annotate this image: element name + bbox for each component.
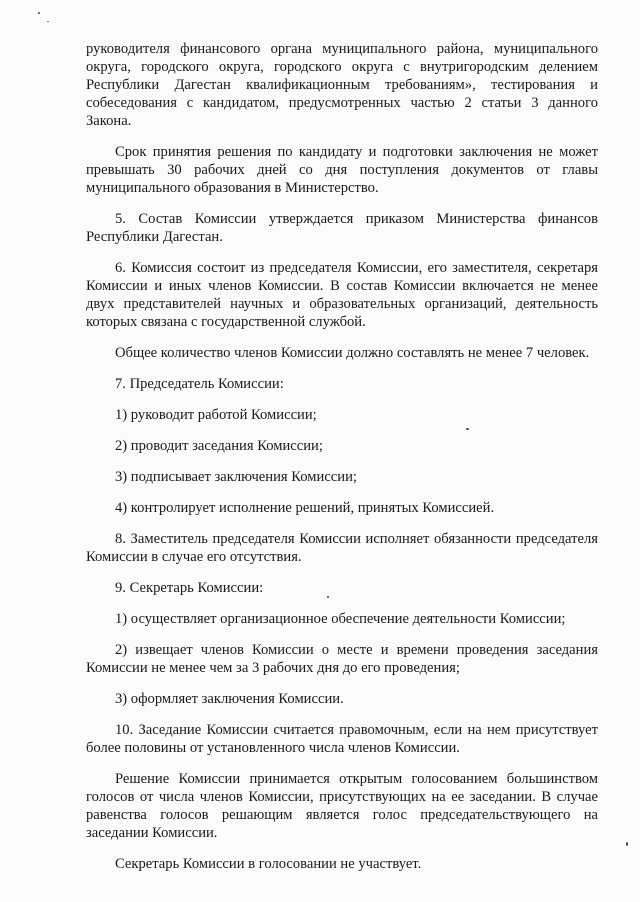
paragraph-item-9: 9. Секретарь Комиссии: — [115, 580, 264, 596]
paragraph-item-10: 10. Заседание Комиссии считается правомочным, если на нем присутствует более половины от установленного числа членов Комиссии. — [86, 722, 598, 756]
paragraph-continuation: руководителя финансового органа муниципального района, муниципального округа, городского округа, городского округа с внутригородским делением Республики Дагестан квалификационным требованиям», тестирования и собеседования с кандидатом, предусмотренных частью 2 статьи 3 данного Закона. — [86, 41, 598, 129]
document-body — [86, 40, 598, 886]
paragraph-item-6: 6. Комиссия состоит из председателя Комиссии, его заместителя, секретаря Комиссии и иных членов Комиссии. В состав Комиссии включается не менее двух представителей научных и образовательных организаций, деятельность которых связана с государственной службой. — [86, 260, 598, 330]
scan-speck — [626, 842, 628, 846]
paragraph-item-5: 5. Состав Комиссии утверждается приказом Министерства финансов Республики Дагестан. — [86, 211, 598, 245]
paragraph-item-7-1: 1) руководит работой Комиссии; — [115, 407, 317, 423]
paragraph-item-7-4: 4) контролирует исполнение решений, принятых Комиссией. — [115, 500, 495, 516]
paragraph-item-7-2: 2) проводит заседания Комиссии; — [115, 438, 323, 454]
paragraph-item-7: 7. Председатель Комиссии: — [115, 376, 284, 392]
scan-speck — [38, 12, 40, 14]
paragraph-item-9-2: 2) извещает членов Комиссии о месте и времени проведения заседания Комиссии не менее чем за 3 рабочих дня до его проведения; — [86, 642, 598, 676]
paragraph-item-8: 8. Заместитель председателя Комиссии исполняет обязанности председателя Комиссии в случае его отсутствия. — [86, 531, 598, 565]
paragraph-member-count: Общее количество членов Комиссии должно составлять не менее 7 человек. — [115, 345, 590, 361]
paragraph-item-7-3: 3) подписывает заключения Комиссии; — [115, 469, 357, 485]
paragraph-secretary-vote: Секретарь Комиссии в голосовании не участвует. — [115, 856, 422, 872]
paragraph-deadline: Срок принятия решения по кандидату и подготовки заключения не может превышать 30 рабочих дней со дня поступления документов от главы муниципального образования в Министерство. — [86, 144, 598, 196]
scan-speck — [47, 21, 49, 22]
paragraph-item-9-3: 3) оформляет заключения Комиссии. — [115, 691, 344, 707]
paragraph-voting: Решение Комиссии принимается открытым голосованием большинством голосов от числа членов Комиссии, присутствующих на ее заседании. В случае равенства голосов решающим является голос председательствующего на заседании Комиссии. — [86, 771, 598, 841]
paragraph-item-9-1: 1) осуществляет организационное обеспечение деятельности Комиссии; — [115, 611, 566, 627]
